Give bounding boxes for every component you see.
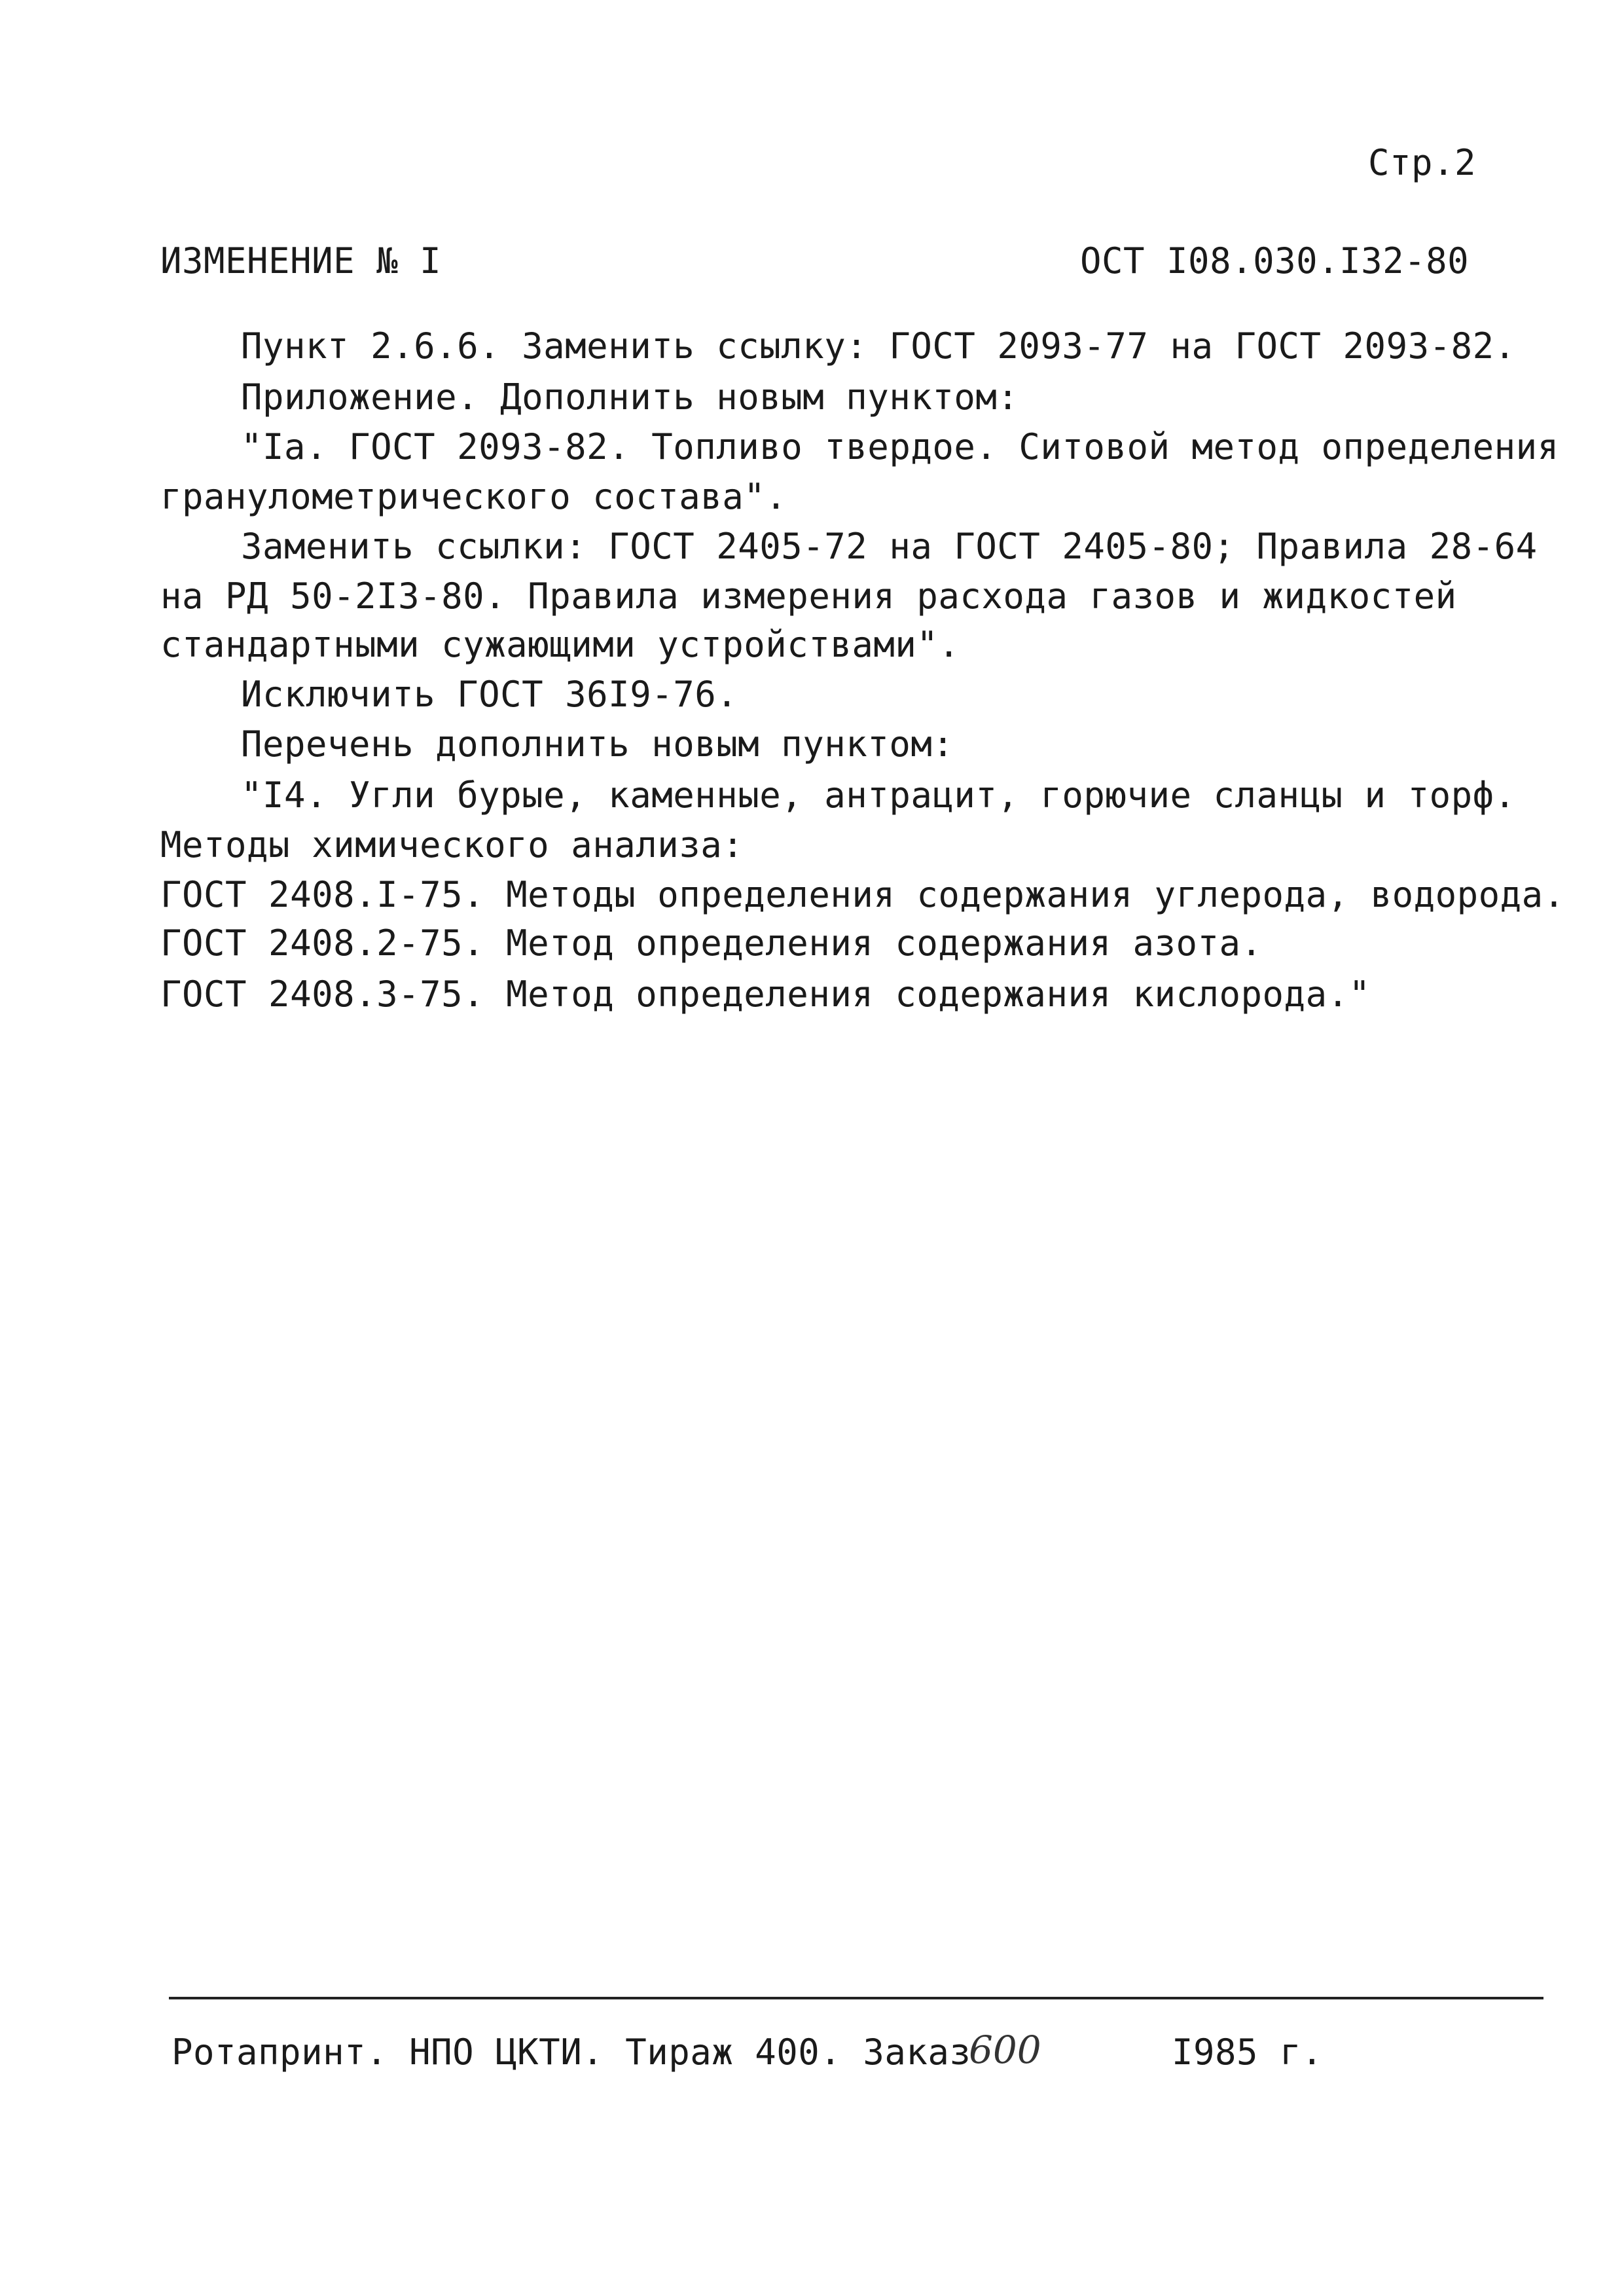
footer-divider (169, 1997, 1543, 1999)
footer-imprint: Ротапринт. НПО ЦКТИ. Тираж 400. Заказ (171, 2032, 971, 2073)
body-line: ГОСТ 2408.3-75. Метод определения содержания кислорода." (160, 974, 1371, 1015)
body-line: ГОСТ 2408.2-75. Метод определения содержания азота. (160, 922, 1263, 964)
body-line: Методы химического анализа: (160, 824, 744, 866)
document-code: ОСТ I08.030.I32-80 (1080, 240, 1470, 282)
handwritten-order-number: 600 (969, 2028, 1041, 2072)
footer-year: I985 г. (1172, 2032, 1324, 2073)
body-line: "Iа. ГОСТ 2093-82. Топливо твердое. Ситовой метод определения (241, 426, 1559, 467)
body-line: Пункт 2.6.6. Заменить ссылку: ГОСТ 2093-77 на ГОСТ 2093-82. (241, 325, 1516, 367)
body-line: Перечень дополнить новым пунктом: (241, 723, 954, 765)
change-title: ИЗМЕНЕНИЕ № I (160, 240, 442, 282)
body-line: гранулометрического состава". (160, 476, 787, 517)
body-line: "I4. Угли бурые, каменные, антрацит, горючие сланцы и торф. (241, 774, 1516, 816)
body-line: Приложение. Дополнить новым пунктом: (241, 376, 1019, 418)
body-line: Исключить ГОСТ 36I9-76. (241, 674, 738, 715)
body-line: на РД 50-2I3-80. Правила измерения расхода газов и жидкостей (160, 575, 1457, 617)
body-line: стандартными сужающими устройствами". (160, 624, 960, 665)
page-number: Стр.2 (1368, 142, 1477, 183)
body-line: Заменить ссылки: ГОСТ 2405-72 на ГОСТ 2405-80; Правила 28-64 (241, 526, 1538, 567)
body-line: ГОСТ 2408.I-75. Методы определения содержания углерода, водорода. (160, 874, 1565, 915)
